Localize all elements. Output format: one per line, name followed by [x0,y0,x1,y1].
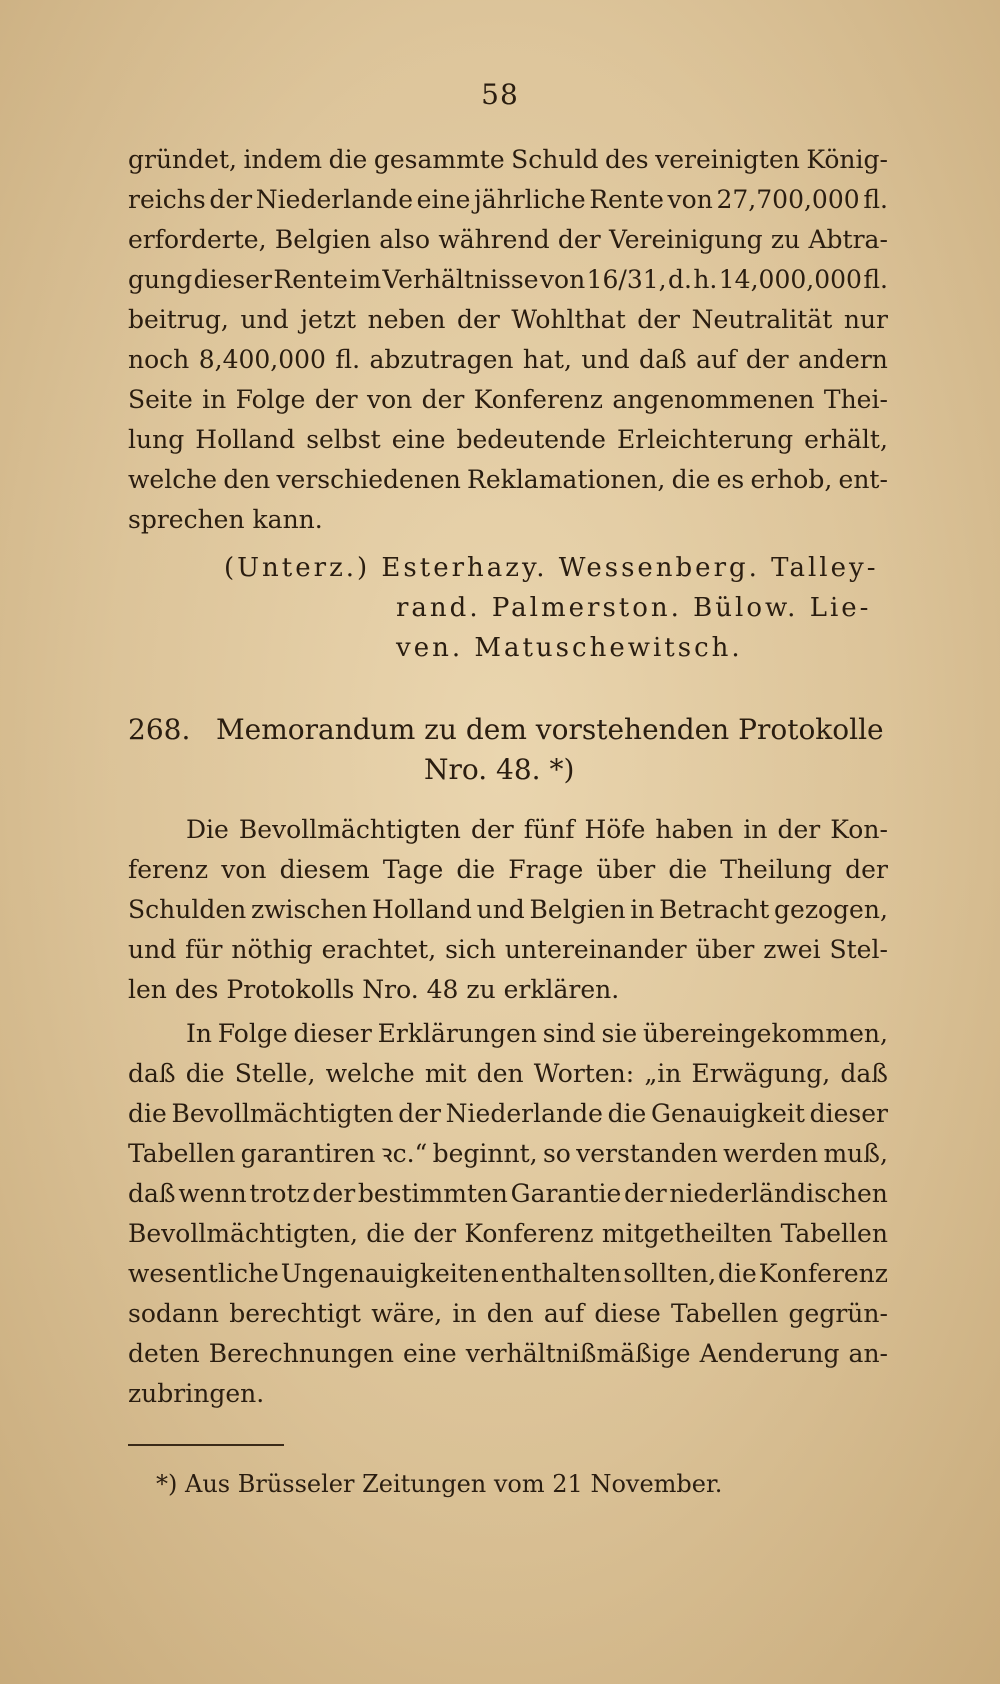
signature-line: (Unterz.) Esterhazy. Wessenberg. Talley- [224,553,879,583]
signature-block [128,548,888,668]
section-number: 268. [128,713,191,746]
text-line: Seite in Folge der von der Konferenz angenommenen Thei- [128,385,888,414]
text-line: daß wenn trotz der bestimmten Garantie der niederländischen [128,1179,888,1208]
text-line: noch 8,400,000 fl. abzutragen hat, und daß auf der andern [128,345,888,374]
page-number: 58 [481,78,519,111]
signature-line: ven. Matuschewitsch. [396,633,743,663]
text-line: erforderte, Belgien also während der Vereinigung zu Abtra- [128,225,888,254]
text-line: len des Protokolls Nro. 48 zu erklären. [128,975,620,1004]
text-line: Bevollmächtigten, die der Konferenz mitgetheilten Tabellen [128,1219,888,1248]
signature-line: rand. Palmerston. Bülow. Lie- [396,593,872,623]
text-line: reichs der Niederlande eine jährliche Rente von 27,700,000 fl. [128,185,888,214]
text-line: wesentliche Ungenauigkeiten enthalten sollten, die Konferenz [128,1259,888,1288]
text-line: Tabellen garantiren ꝛc.“ beginnt, so verstanden werden muß, [128,1139,888,1168]
text-line: ferenz von diesem Tage die Frage über die Theilung der [128,855,888,884]
section-title: Memorandum zu dem vorstehenden Protokolle [216,713,884,746]
text-line: In Folge dieser Erklärungen sind sie übereingekommen, [186,1019,888,1048]
text-line: daß die Stelle, welche mit den Worten: „in Erwägung, daß [128,1059,888,1088]
text-line: lung Holland selbst eine bedeutende Erleichterung erhält, [128,425,888,454]
section-heading [128,710,888,790]
text-line: die Bevollmächtigten der Niederlande die Genauigkeit dieser [128,1099,888,1128]
section-title-continued: Nro. 48. *) [424,753,575,786]
text-line: Schulden zwischen Holland und Belgien in Betracht gezogen, [128,895,888,924]
paragraph [128,810,888,1010]
footnote: *) Aus Brüsseler Zeitungen vom 21 November. [156,1470,723,1498]
text-line: welche den verschiedenen Reklamationen, die es erhob, ent- [128,465,888,494]
text-line: gründet, indem die gesammte Schuld des vereinigten König- [128,145,888,174]
text-line: zubringen. [128,1379,265,1408]
text-line: sodann berechtigt wäre, in den auf diese Tabellen gegrün- [128,1299,888,1328]
text-line: gung dieser Rente im Verhältnisse von 16/31, d. h. 14,000,000 fl. [128,265,888,294]
text-line: und für nöthig erachtet, sich untereinander über zwei Stel- [128,935,888,964]
footnote-divider [128,1444,284,1446]
text-line: beitrug, und jetzt neben der Wohlthat der Neutralität nur [128,305,888,334]
paragraph [128,1014,888,1414]
text-line: deten Berechnungen eine verhältnißmäßige Aenderung an- [128,1339,888,1368]
text-line: Die Bevollmächtigten der fünf Höfe haben in der Kon- [186,815,888,844]
continuation-paragraph [128,140,888,540]
text-line: sprechen kann. [128,505,323,534]
